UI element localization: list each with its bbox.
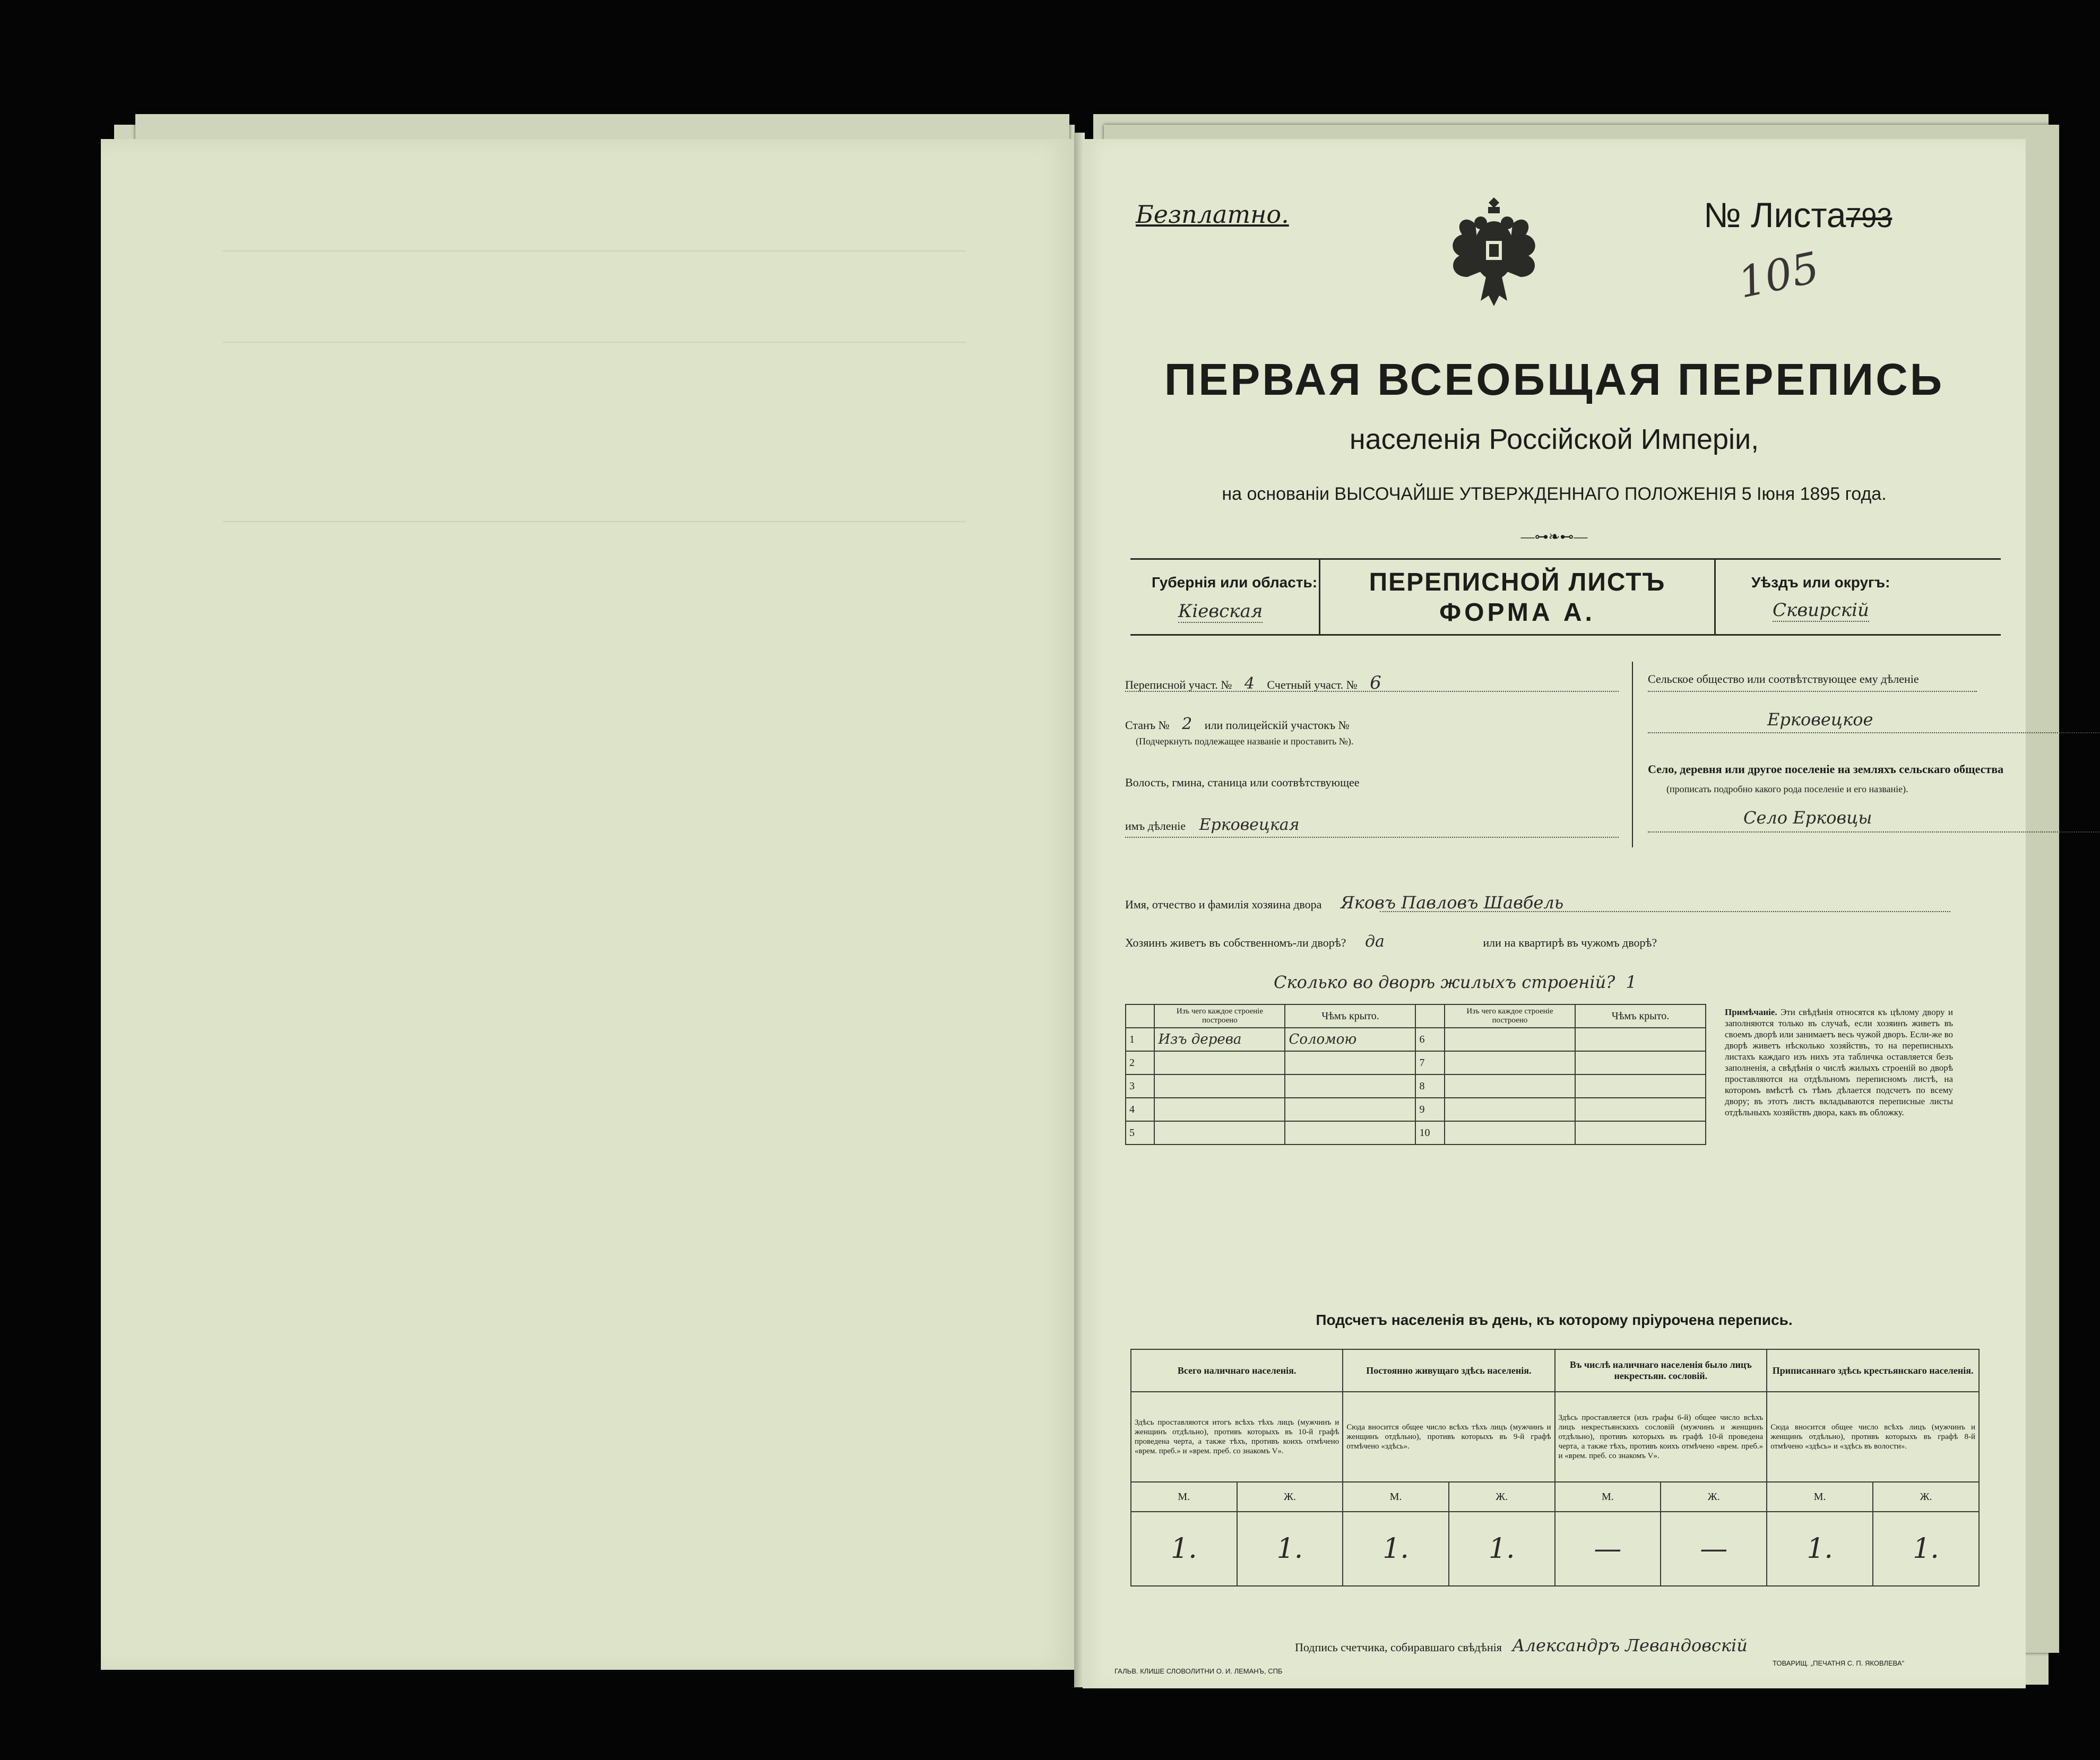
row-num: 2 [1126,1051,1154,1074]
dotted-line [1648,732,2100,733]
census-title: ПЕРВАЯ ВСЕОБЩАЯ ПЕРЕПИСЬ [1164,354,1945,404]
dotted-line [1125,837,1619,838]
show-through-lines [223,250,966,343]
male-label: М. [1767,1482,1873,1512]
village-label: Село, деревня или другое поселеніе на земляхъ сельскаго общества [1648,762,2004,776]
free-label: Безплатно. [1136,200,1289,229]
police-caption: или полицейскій участокъ № [1204,718,1350,732]
own-yard-caption: Хозяинъ живетъ въ собственномъ-ли дворѣ? [1125,936,1346,949]
ornament-divider: —⊶❧⊷— [1520,529,1588,544]
col-material-2: Изъ чего каждое строеніе построено [1445,1004,1575,1028]
volost-field [1125,816,1300,834]
uezd-value: Сквирскій [1773,600,1869,621]
sheet-number-handwritten: 105 [1734,242,1824,308]
col-roof-2: Чѣмъ крыто. [1575,1004,1706,1028]
volost-value: Ерковецкая [1199,816,1300,834]
note-title: Примѣчаніе. [1725,1007,1777,1017]
census-form-page [1083,139,2026,1688]
buildings-note [1725,1007,1953,1118]
col-material: Изъ чего каждое строеніе построено [1154,1004,1285,1028]
buildings-caption: Сколько во дворѣ жилыхъ строеній? [1274,972,1615,992]
table-row [1126,1098,1706,1121]
pop-col-desc-4: Сюда вносится общее число всѣхъ лицъ (мужчинъ и женщинъ отдѣльно), противъ которыхъ въ графѣ 8-й отмѣчено «здѣсь» и «здѣсь въ волости». [1767,1392,1979,1482]
row-num: 8 [1415,1074,1444,1098]
pop-value: 1. [1873,1512,1979,1586]
uezd-label: Уѣздъ или округъ: [1751,574,1890,591]
underline-note: (Подчеркнуть подлежащее названіе и проставить №). [1136,736,1354,747]
row-num: 4 [1126,1098,1154,1121]
row-num: 7 [1415,1051,1444,1074]
buildings-value: 1 [1626,972,1637,992]
pop-col-title-1: Всего наличнаго населенія. [1131,1349,1343,1392]
table-row [1126,1051,1706,1074]
buildings-field [1274,972,1637,992]
pop-col-title-4: Приписаннаго здѣсь крестьянскаго населенія. [1767,1349,1979,1392]
male-label: М. [1131,1482,1237,1512]
dotted-line [1648,691,1977,692]
left-page [101,139,1076,1670]
census-district-label [1125,672,1391,693]
pop-value: 1. [1343,1512,1449,1586]
own-yard-value: да [1364,932,1385,951]
note-text: Эти свѣдѣнія относятся къ цѣлому двору и заполняются только въ случаѣ, если хозяинъ живетъ въ своемъ дворѣ или занимаетъ весь чужой дворъ. Если-же во дворѣ живетъ нѣсколько хозяйствъ, то на переписныхъ листахъ каждаго изъ нихъ эта табличка оставляется безъ заполненія, а свѣдѣнія о числѣ жилыхъ строеній во дворѣ проставляются на отдѣльномъ переписномъ листѣ, на которомъ вмѣстѣ съ тѣмъ дѣлается подсчетъ по всему двору; въ этотъ листъ вкладываются переписные листы отдѣльныхъ хозяйствъ двора, какъ въ обложку. [1725,1007,1953,1117]
stan-caption: Станъ № [1125,718,1170,732]
pop-value: — [1661,1512,1767,1586]
gubernia-label: Губернія или область: [1152,574,1318,591]
population-table [1130,1349,1980,1586]
pop-col-desc-3: Здѣсь проставляется (изъ графы 6-й) общее число всѣхъ лицъ некрестьянскихъ сословій (мужчинъ и женщинъ отдѣльно), противъ которыхъ въ графѣ 10-й проведена черта, а также тѣхъ, противъ коихъ отмѣчено «врем. преб.» и «врем. преб. со знакомъ V». [1555,1392,1767,1482]
population-heading: Подсчетъ населенія въ день, къ которому пріурочена перепись. [1316,1312,1793,1328]
count-district-caption: Счетный участ. № [1267,678,1358,691]
table-row [1126,1028,1706,1051]
society-value: Ерковецкое [1767,709,1873,730]
pop-value: 1. [1237,1512,1343,1586]
own-yard-field [1125,932,1657,951]
signature-value: Александръ Левандовскій [1512,1635,1748,1655]
row-num: 10 [1415,1121,1444,1145]
census-subtitle: населенія Россійской Имперіи, [1349,423,1759,455]
row-num: 1 [1126,1028,1154,1051]
village-note: (прописать подробно какого рода поселеніе и его названіе). [1666,784,1908,794]
row-num: 5 [1126,1121,1154,1145]
row-num: 6 [1415,1028,1444,1051]
female-label: Ж. [1237,1482,1343,1512]
table-row [1126,1074,1706,1098]
double-headed-eagle-icon [1444,192,1544,309]
pop-col-title-3: Въ числѣ наличнаго населенія было лицъ некрестьян. сословій. [1555,1349,1767,1392]
pop-value: 1. [1131,1512,1237,1586]
pop-value: — [1555,1512,1661,1586]
sheet-number-printed: 793 [1846,203,1892,233]
stan-value: 2 [1182,715,1192,733]
male-label: М. [1555,1482,1661,1512]
stan-field [1125,715,1350,733]
census-district-caption: Переписной участ. № [1125,678,1232,691]
owner-value: Яковъ Павловъ Шавбель [1340,892,1564,913]
printer-mark-left: ГАЛЬВ. КЛИШЕ СЛОВОЛИТНИ О. И. ЛЕМАНЪ, СПБ [1114,1667,1283,1675]
male-label: М. [1343,1482,1449,1512]
box-divider [1714,558,1716,634]
count-district-value: 6 [1370,672,1381,693]
female-label: Ж. [1873,1482,1979,1512]
col-roof: Чѣмъ крыто. [1285,1004,1415,1028]
row-roof: Соломою [1285,1028,1415,1051]
row-num: 9 [1415,1098,1444,1121]
pop-col-desc-1: Здѣсь проставляются итогъ всѣхъ тѣхъ лицъ (мужчинъ и женщинъ отдѣльно), противъ которыхъ въ 10-й графѣ проведена черта, а также тѣхъ, противъ коихъ отмѣчено «врем. преб.» и «врем. преб. со знакомъ V». [1131,1392,1343,1482]
row-material: Изъ дерева [1154,1028,1285,1051]
signature-field [1295,1635,1748,1655]
signature-caption: Подпись счетчика, собиравшаго свѣдѣнія [1295,1641,1502,1654]
female-label: Ж. [1449,1482,1555,1512]
column-divider [1632,662,1633,847]
census-district-value: 4 [1244,674,1255,693]
dotted-line [1125,691,1619,692]
owner-caption: Имя, отчество и фамилія хозяина двора [1125,898,1322,911]
owner-field [1125,892,1563,913]
village-value: Село Ерковцы [1743,808,1872,828]
volost-label: Волость, гмина, станица или соотвѣтствующее [1125,776,1360,789]
dotted-line [1380,911,1950,912]
buildings-table [1125,1004,1706,1145]
rented-caption: или на квартирѣ въ чужомъ дворѣ? [1483,936,1657,949]
female-label: Ж. [1661,1482,1767,1512]
dotted-line [1648,831,2100,833]
form-title-1: ПЕРЕПИСНОЙ ЛИСТЪ [1369,568,1666,596]
gubernia-value: Кіевская [1178,601,1263,622]
show-through-lines [223,457,966,522]
census-basis: на основаніи ВЫСОЧАЙШЕ УТВЕРЖДЕННАГО ПОЛОЖЕНІЯ 5 Іюня 1895 года. [1222,484,1887,504]
society-label: Сельское общество или соотвѣтствующее ему дѣленіе [1648,672,1919,686]
printer-mark-right: ТОВАРИЩ. „ПЕЧАТНЯ С. П. ЯКОВЛЕВА" [1773,1659,1905,1667]
pop-value: 1. [1767,1512,1873,1586]
pop-value: 1. [1449,1512,1555,1586]
sheet-number-caption: № Листа [1704,195,1846,235]
pop-col-title-2: Постоянно живущаго здѣсь населенія. [1343,1349,1554,1392]
row-num: 3 [1126,1074,1154,1098]
pop-col-desc-2: Сюда вносится общее число всѣхъ тѣхъ лицъ (мужчинъ и женщинъ отдѣльно), противъ которыхъ въ 9-й графѣ отмѣчено «здѣсь». [1343,1392,1554,1482]
form-title-2: ФОРМА А. [1439,599,1595,627]
table-row [1126,1121,1706,1145]
sheet-number-label [1704,195,1892,235]
volost-caption: имъ дѣленіе [1125,819,1186,833]
